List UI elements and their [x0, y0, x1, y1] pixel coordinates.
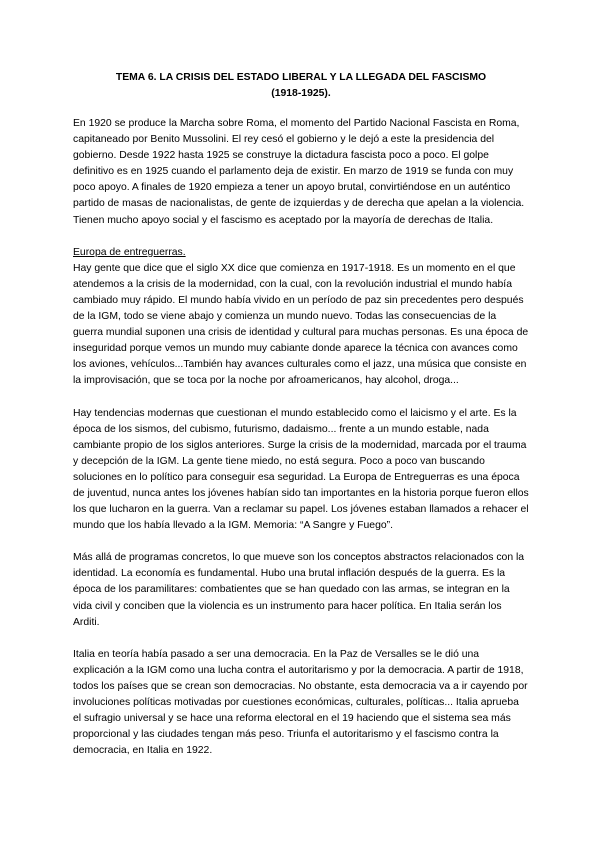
document-page: [73, 70, 529, 775]
section-paragraph-2: Hay tendencias modernas que cuestionan el mundo establecido como el laicismo y el arte. Es la época de los sismos, del cubismo, futurismo, dadaismo... frente a un mundo estable, nada cambiante propio de los siglos anteriores. Surge la crisis de la modernidad, marcada por el trauma y decepción de la IGM. La gente tiene miedo, no está segura. Poco a poco van buscando soluciones en lo político para conseguir esa seguridad. La Europa de Entreguerras es una época de juventud, nunca antes los jóvenes habían sido tan importantes en la historia porque fueron ellos los que lucharon en la guerra. Van a reclamar su papel. Los jóvenes estaban llamados a rehacer el mundo que los había llevado a la IGM. Memoria: “A Sangre y Fuego”.: [73, 407, 529, 532]
document-title: [73, 70, 529, 102]
section-paragraph-1: Hay gente que dice que el siglo XX dice que comienza en 1917-1918. Es un momento en el que atendemos a la crisis de la modernidad, con la cual, con la revolución industrial el mundo había cambiado muy rápido. El mundo había vivido en un período de paz sin precedentes pero después de la IGM, todo se viene abajo y comienza un mundo nuevo. Todas las consecuencias de la guerra mundial suponen una crisis de identidad y cultural para muchas personas. Es una época de inseguridad porque vemos un mundo muy cabiante donde aparece la técnica con avances como los aviones, vehículos...También hay avances culturales como el jazz, una música que consiste en la improvisación, que se toca por la noche por afroamericanos, hay alcohol, droga...: [73, 262, 529, 387]
section-heading: Europa de entreguerras.: [73, 246, 186, 258]
title-line-1: TEMA 6. LA CRISIS DEL ESTADO LIBERAL Y LA LLEGADA DEL FASCISMO: [115, 72, 487, 83]
intro-paragraph: En 1920 se produce la Marcha sobre Roma, el momento del Partido Nacional Fascista en Roma, capitaneado por Benito Mussolini. El rey cesó el gobierno y le dejó a este la presidencia del gobierno. Desde 1922 hasta 1925 se construye la dictadura fascista poco a poco. El golpe definitivo es en 1925 cuando el parlamento deja de existir. En marzo de 1919 se funda con muy poco apoyo. A finales de 1920 empieza a tener un apoyo brutal, convirtiéndose en un auténtico partido de masas de nacionalistas, de gente de izquierdas y de derecha que apelan a la violencia. Tienen mucho apoyo social y el fascismo es aceptado por la mayoría de derechas de Italia.: [73, 118, 525, 226]
section-paragraph-3: Más allá de programas concretos, lo que mueve son los conceptos abstractos relacionados con la identidad. La economía es fundamental. Hubo una brutal inflación después de la guerra. Es la época de los paramilitares: combatientes que se han quedado con las armas, se integran en la vida civil y conciben que la violencia es un instrumento para hacer política. En Italia serán los Arditi.: [73, 552, 525, 628]
section-paragraph-4: Italia en teoría había pasado a ser una democracia. En la Paz de Versalles se le dió una explicación a la IGM como una lucha contra el autoritarismo y por la democracia. A partir de 1918, todos los países que se crean son democracias. No obstante, esta democracia va a ir cayendo por involuciones políticas motivadas por cuestiones económicas, culturales, políticas... Italia aprueba el sufragio universal y se hace una reforma electoral en el 19 haciendo que el sistema sea más proporcional y las ciudades tengan más peso. Triunfa el autoritarismo y el fascismo contra la democracia, en Italia en 1922.: [73, 648, 528, 757]
section-europa-entreguerras: [73, 245, 529, 390]
title-line-2: (1918-1925).: [271, 88, 331, 99]
